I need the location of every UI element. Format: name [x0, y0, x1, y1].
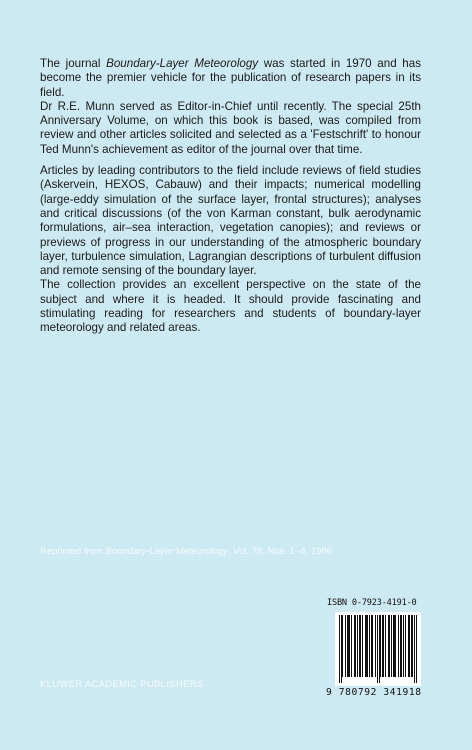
barcode [335, 612, 421, 686]
barcode-bar [362, 615, 363, 677]
barcode-bar [379, 615, 380, 683]
barcode-bar [369, 615, 370, 677]
back-cover-blurb [40, 57, 421, 336]
reprint-suffix: , Vol. 78, Nos. 1–4, 1996 [228, 546, 333, 557]
barcode-bar [382, 615, 383, 677]
barcode-bar [347, 615, 348, 677]
barcode-bar [366, 615, 367, 677]
barcode-bar [395, 615, 396, 677]
barcode-bar [377, 615, 378, 683]
barcode-bar [401, 615, 402, 677]
barcode-bar [357, 615, 358, 677]
blurb-paragraph-3: Articles by leading contributors to the field include reviews of field studies (Askervein, HEXOS, Cabauw) and their impacts; numerical modelling (large-eddy simulation of the surface layer, frontal structures); analyses and critical discussions (of the von Karman constant, bulk aerodynamic formulations, air–sea interaction, vegetation canopies); and reviews or previews of progress in our understanding of the atmospheric boundary layer, turbulence simulation, Lagrangian descriptions of turbulent diffusion and remote sensing of the boundary layer. [40, 164, 421, 278]
blurb-paragraph-2: Dr R.E. Munn served as Editor-in-Chief until recently. The special 25th Anniversary Volume, on which this book is based, was compiled from review and other articles solicited and selected as a 'Festschrift' to honour Ted Munn's achievement as editor of the journal over that time. [40, 99, 421, 156]
barcode-bar [341, 615, 342, 683]
barcode-bar [365, 615, 366, 677]
barcode-bar [398, 615, 399, 677]
reprint-note [40, 546, 332, 557]
barcode-bar [355, 615, 356, 677]
barcode-bar [416, 615, 417, 683]
barcode-digits: 9 780792 341918 [326, 687, 422, 698]
barcode-bar [409, 615, 410, 677]
barcode-bar [403, 615, 404, 677]
journal-title: Boundary-Layer Meteorology [106, 57, 259, 70]
barcode-bar [405, 615, 406, 677]
blurb-p1-prefix: The journal [40, 57, 107, 70]
barcode-bar [367, 615, 368, 677]
blurb-p1-suffix: was started in 1970 and has become the premier vehicle for the publication of research papers in its field. [40, 57, 421, 99]
barcode-bar [414, 615, 415, 683]
barcode-bar [348, 615, 349, 677]
barcode-bar [372, 615, 373, 677]
barcode-bar [339, 615, 340, 683]
barcode-bar [354, 615, 355, 677]
barcode-bar [359, 615, 360, 677]
reprint-prefix: Reprinted from [40, 546, 106, 557]
publisher-name: KLUWER ACADEMIC PUBLISHERS [40, 679, 204, 690]
barcode-bar [389, 615, 390, 677]
barcode-bar [349, 615, 350, 677]
barcode-bar [383, 615, 384, 677]
barcode-bar [380, 615, 381, 677]
barcode-bar [342, 615, 343, 677]
barcode-bar [394, 615, 395, 677]
barcode-bar [375, 615, 376, 677]
blurb-paragraph-4: The collection provides an excellent perspective on the state of the subject and where it is headed. It should provide fascinating and stimulating reading for researchers and students of boundary-layer meteorology and related areas. [40, 278, 421, 335]
blurb-paragraph-1 [40, 57, 421, 100]
barcode-bar [371, 615, 372, 677]
barcode-bar [391, 615, 392, 677]
barcode-bar [351, 615, 352, 677]
reprint-journal-title: Boundary-Layer Meteorology [105, 546, 228, 557]
barcode-bar [360, 615, 361, 677]
barcode-bar [408, 615, 409, 677]
barcode-bar [345, 615, 346, 677]
barcode-bar [400, 615, 401, 677]
barcode-bar [412, 615, 413, 677]
barcode-bars [339, 615, 417, 683]
barcode-bar [411, 615, 412, 677]
barcode-bar [388, 615, 389, 677]
barcode-bar [393, 615, 394, 677]
barcode-bar [385, 615, 386, 677]
isbn-label: ISBN 0-7923-4191-0 [327, 598, 417, 608]
